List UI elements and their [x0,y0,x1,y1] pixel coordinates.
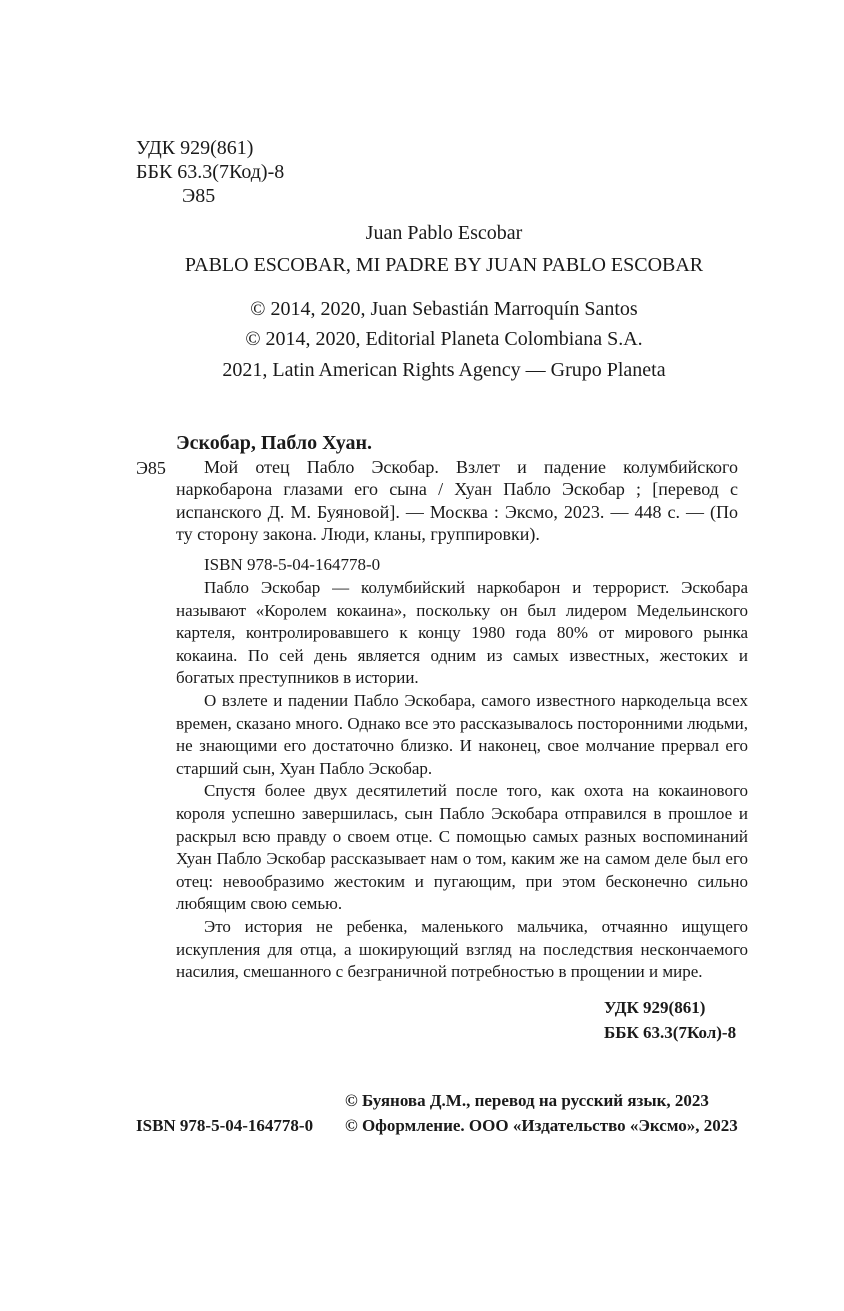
annotation-paragraph-1: Пабло Эскобар — колумбийский наркобарон и террорист. Эскобара называют «Королем кокаина», поскольку он был лидером Медельинского картеля, контролировавшего к концу 1980 года 80% от мирового рынка кокаина. По сей день является одним из самых известных, жестоких и богатых преступников в истории. [176,578,748,688]
rights-line-1: © 2014, 2020, Juan Sebastián Marroquín Santos [250,298,638,320]
udk-code: УДК 929(861) [136,137,254,159]
rights-line-2: © 2014, 2020, Editorial Planeta Colombiana S.A. [245,328,643,350]
footer-udk: УДК 929(861) [604,998,706,1017]
translation-copyright: © Буянова Д.М., перевод на русский язык, 2023 [345,1091,709,1110]
catalog-isbn: ISBN 978-5-04-164778-0 [204,555,381,574]
bbk-code: ББК 63.3(7Код)-8 [136,161,285,183]
catalog-mark: Э85 [136,458,166,478]
catalog-description-text: Мой отец Пабло Эскобар. Взлет и падение колумбийского наркобарона глазами его сына / Хуан Пабло Эскобар ; [перевод с испанского Д. М. Буяновой]. — Москва : Эксмо, 2023. — 448 с. — (По ту сторону закона. Люди, кланы, группировки). [176,457,738,545]
author-mark: Э85 [182,185,216,207]
annotation-paragraph-2: О взлете и падении Пабло Эскобара, самого известного наркодельца всех времен, сказано много. Однако все это рассказывалось посторонними людьми, не знающими его достаточно близко. И наконец, свое молчание прервал его старший сын, Хуан Пабло Эскобар. [176,690,748,778]
catalog-heading: Эскобар, Пабло Хуан. [176,432,373,454]
annotation-paragraph-4: Это история не ребенка, маленького мальчика, отчаянно ищущего искупления для отца, а шокирующий взгляд на последствия нескончаемого насилия, смешанного с безграничной потребностью в прощении и мире. [176,916,748,982]
annotation-paragraph-3: Спустя более двух десятилетий после того, как охота на кокаинового короля успешно завершилась, сын Пабло Эскобара отправился в прошлое и раскрыл всю правду о своем отце. С помощью самых разных воспоминаний Хуан Пабло Эскобар рассказывает нам о том, каким же на самом деле был его отец: невообразимо жестоким и пугающим, при этом бесконечно сильно любящим свою семью. [176,781,748,914]
original-title: PABLO ESCOBAR, MI PADRE BY JUAN PABLO ESCOBAR [184,254,704,276]
original-author: Juan Pablo Escobar [365,222,523,244]
footer-bbk: ББК 63.3(7Кол)-8 [604,1023,737,1042]
imprint-isbn: ISBN 978-5-04-164778-0 [136,1116,314,1135]
annotation [176,577,748,984]
catalog-description [176,456,738,546]
rights-line-3: 2021, Latin American Rights Agency — Grupo Planeta [222,359,666,381]
design-copyright: © Оформление. ООО «Издательство «Эксмо», 2023 [345,1116,738,1135]
